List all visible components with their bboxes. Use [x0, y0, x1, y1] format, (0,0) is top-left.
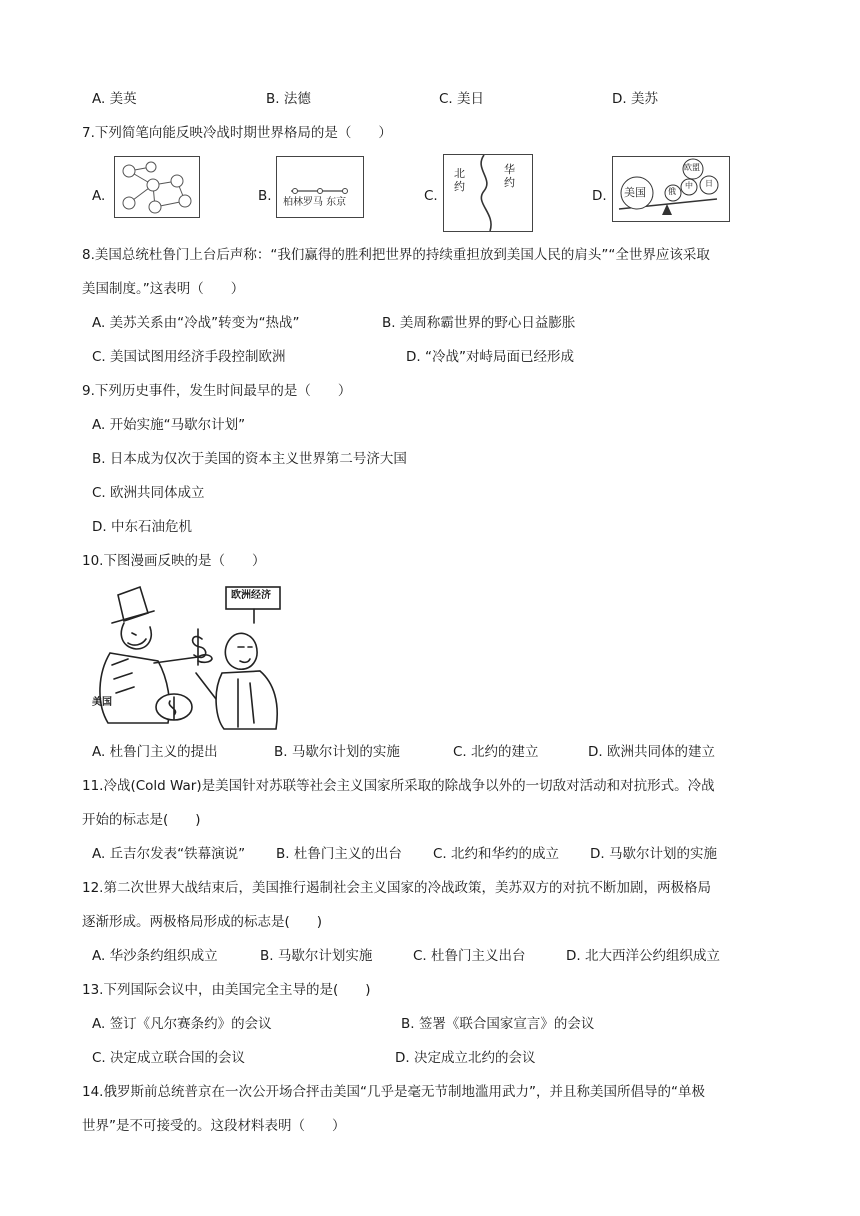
q12-stem-line2: 逐渐形成。两极格局形成的标志是( ) [82, 914, 323, 930]
q7-option-a: A. [92, 188, 106, 204]
q8-option-d: D. “冷战”对峙局面已经形成 [406, 349, 574, 365]
q8-option-a: A. 美苏关系由“冷战”转变为“热战” [92, 315, 300, 331]
q7-figure-b [276, 156, 364, 218]
q13-option-c: C. 决定成立联合国的会议 [92, 1050, 246, 1066]
q11-stem-line1: 11.冷战(Cold War)是美国针对苏联等社会主义国家所采取的除战争以外的一切敌对活动和对抗形式。冷战 [82, 778, 715, 794]
q12-option-c: C. 杜鲁门主义出台 [413, 948, 526, 964]
q10-cartoon-sign: 欧洲经济 [231, 590, 271, 601]
q7-figure-d-c1: 欧盟 [684, 163, 700, 172]
q7-option-b: B. [258, 188, 272, 204]
q14-stem-line2: 世界”是不可接受的。这段材料表明（ ） [82, 1118, 346, 1134]
q10-option-d: D. 欧洲共同体的建立 [588, 744, 715, 760]
q12-stem-line1: 12.第二次世界大战结束后，美国推行遏制社会主义国家的冷战政策，美苏双方的对抗不断加剧，两极格局 [82, 880, 711, 896]
q10-option-b: B. 马歇尔计划的实施 [274, 744, 400, 760]
q7-figure-c-right-label: 华约 [504, 163, 515, 189]
q10-option-c: C. 北约的建立 [453, 744, 539, 760]
q13-stem: 13.下列国际会议中，由美国完全主导的是( ) [82, 982, 371, 998]
q14-stem-line1: 14.俄罗斯前总统普京在一次公开场合抨击美国“几乎是毫无节制地滥用武力”，并且称美国所倡导的“单极 [82, 1084, 705, 1100]
q7-stem: 7.下列简笔向能反映冷战时期世界格局的是（ ） [82, 125, 392, 141]
q8-stem-line2: 美国制度。”这表明（ ） [82, 281, 245, 297]
q10-cartoon-label: 美国 [92, 697, 112, 708]
q11-option-c: C. 北约和华约的成立 [433, 846, 560, 862]
q12-option-d: D. 北大西洋公约组织成立 [566, 948, 720, 964]
q7-figure-b-caption: 柏林罗马 东京 [283, 197, 347, 208]
q12-option-a: A. 华沙条约组织成立 [92, 948, 218, 964]
q11-option-a: A. 丘吉尔发表“铁幕演说” [92, 846, 246, 862]
q7-figure-c-left-label: 北约 [454, 167, 465, 193]
q10-option-a: A. 杜鲁门主义的提出 [92, 744, 218, 760]
q6-option-a: A. 美英 [92, 91, 137, 107]
q10-cartoon [88, 583, 284, 733]
q7-figure-d-c2: 俄 [668, 187, 676, 196]
q8-option-c: C. 美国试图用经济手段控制欧洲 [92, 349, 286, 365]
q9-option-c: C. 欧洲共同体成立 [92, 485, 205, 501]
q13-option-d: D. 决定成立北约的会议 [395, 1050, 536, 1066]
q7-figure-c [443, 154, 533, 232]
q7-figure-d-big: 美国 [624, 186, 646, 199]
q11-stem-line2: 开始的标志是( ) [82, 812, 201, 828]
q10-stem: 10.下图漫画反映的是（ ） [82, 553, 266, 569]
q11-option-d: D. 马歇尔计划的实施 [590, 846, 717, 862]
q9-option-b: B. 日本成为仅次于美国的资本主义世界第二号济大国 [92, 451, 407, 467]
q6-option-b: B. 法德 [266, 91, 311, 107]
q7-figure-d-c4: 日 [705, 179, 713, 188]
q7-figure-d-c3: 中 [685, 181, 693, 190]
q13-option-b: B. 签署《联合国家宣言》的会议 [401, 1016, 595, 1032]
q9-option-a: A. 开始实施“马歇尔计划” [92, 417, 246, 433]
q7-figure-a [114, 156, 200, 218]
q7-option-d: D. [592, 188, 607, 204]
q11-option-b: B. 杜鲁门主义的出台 [276, 846, 402, 862]
q9-option-d: D. 中东石油危机 [92, 519, 192, 535]
q8-stem-line1: 8.美国总统杜鲁门上台后声称：“我们赢得的胜利把世界的持续重担放到美国人民的肩头”“全世界应该采取 [82, 247, 710, 263]
q7-option-c: C. [424, 188, 438, 204]
q8-option-b: B. 美周称霸世界的野心日益膨胀 [382, 315, 576, 331]
q7-figure-d [612, 156, 730, 222]
q6-option-d: D. 美苏 [612, 91, 658, 107]
q6-option-c: C. 美日 [439, 91, 485, 107]
q12-option-b: B. 马歇尔计划实施 [260, 948, 373, 964]
q13-option-a: A. 签订《凡尔赛条约》的会议 [92, 1016, 272, 1032]
q9-stem: 9.下列历史事件，发生时间最早的是（ ） [82, 383, 352, 399]
